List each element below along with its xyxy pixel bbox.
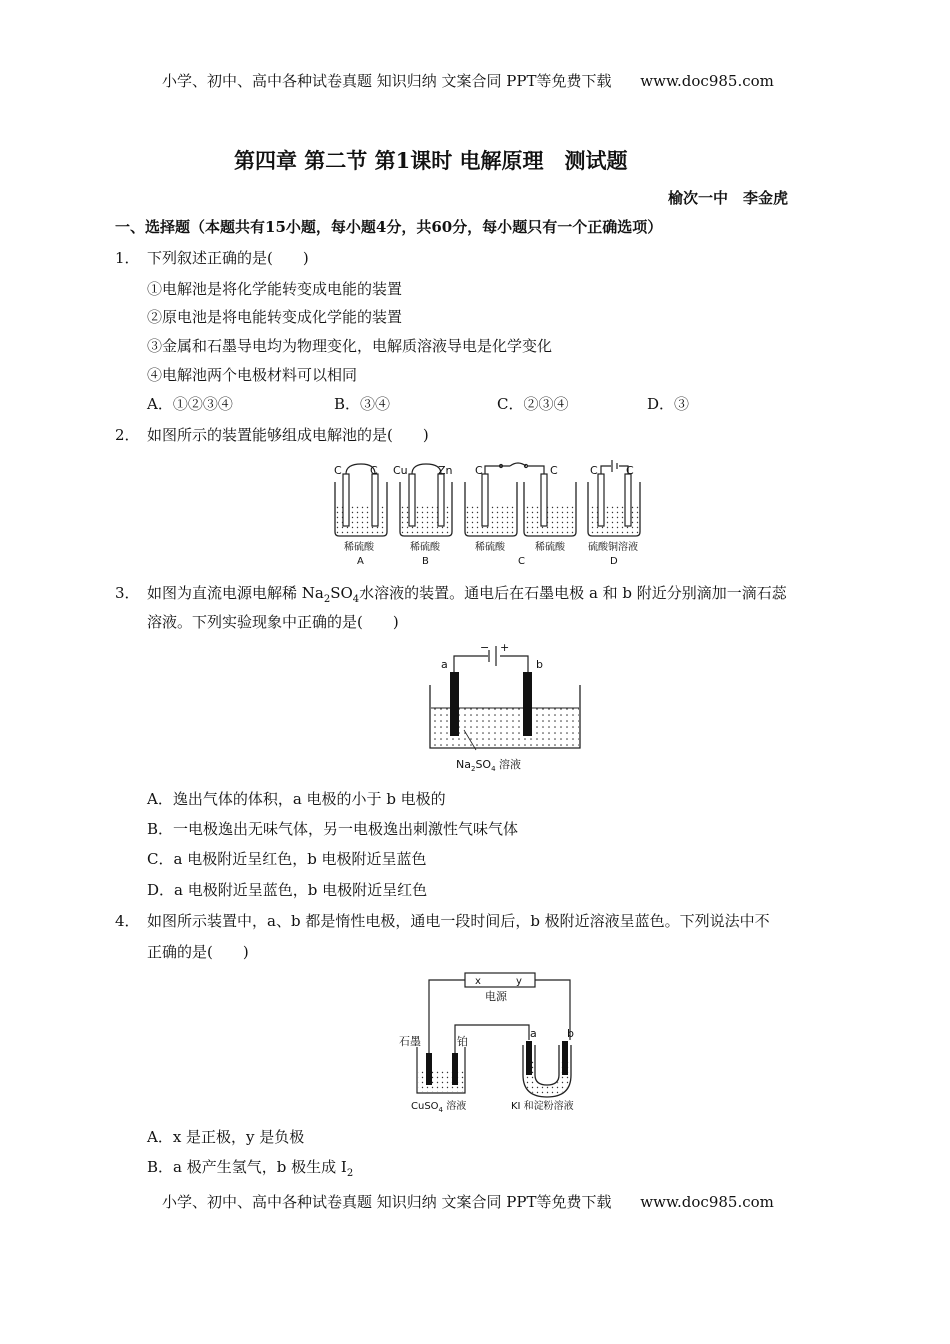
question-4-number: 4．: [115, 912, 140, 930]
question-4-option-a: A．x 是正极，y 是负极: [147, 1128, 305, 1146]
question-3-line-1: 如图为直流电源电解稀 $Na_2SO_4$水溶液的装置。通电后在石墨电极 a 和 b 附近分别滴加一滴石蕊: [147, 584, 787, 605]
power-y-label: y: [516, 976, 522, 987]
option-label-a: A: [357, 556, 364, 567]
page-title: 第四章 第二节 第1课时 电解原理 测试题: [234, 148, 628, 173]
question-1-option-a: A．①②③④: [147, 395, 233, 413]
question-2-number: 2．: [115, 426, 140, 444]
question-1-statement-1: ①电解池是将化学能转变成电能的装置: [147, 280, 403, 298]
question-3-line-2: 溶液。下列实验现象中正确的是( ): [147, 613, 399, 631]
option-label-b: B: [422, 556, 429, 567]
question-4-option-b: B．a 极产生氢气，b 极生成 $I_2$: [147, 1158, 354, 1179]
electrode-a-label: a: [441, 658, 448, 671]
electrode-b-label: b: [567, 1027, 574, 1040]
question-1-option-c: C．②③④: [497, 395, 569, 413]
label-cu: Cu: [393, 464, 408, 477]
question-2-figure: [330, 460, 650, 570]
question-4-line-2: 正确的是( ): [147, 943, 249, 961]
option-label-c: C: [518, 556, 525, 567]
question-4-line-1: 如图所示装置中，a、b 都是惰性电极，通电一段时间后，b 极附近溶液呈蓝色。下列说法中不: [147, 912, 770, 930]
section-heading: 一、选择题（本题共有15小题，每小题4分，共60分，每小题只有一个正确选项）: [115, 218, 663, 236]
question-3-option-a: A．逸出气体的体积，a 电极的小于 b 电极的: [147, 790, 446, 808]
graphite-label: 石墨: [399, 1035, 421, 1048]
label-zn: Zn: [438, 464, 453, 477]
label-c-1: C: [334, 464, 342, 477]
question-1-option-b: B．③④: [334, 395, 391, 413]
page-header: [162, 70, 774, 91]
question-3-option-d: D．a 电极附近呈蓝色，b 电极附近呈红色: [147, 881, 428, 899]
solution-label: $Na_2SO_4$ 溶液: [456, 758, 522, 773]
option-label-d: D: [610, 556, 618, 567]
header-text: 小学、初中、高中各种试卷真题 知识归纳 文案合同 PPT等免费下载: [162, 72, 612, 90]
footer-text: 小学、初中、高中各种试卷真题 知识归纳 文案合同 PPT等免费下载: [162, 1193, 612, 1211]
beaker-4-label: 稀硫酸: [535, 542, 565, 553]
beaker-2-label: 稀硫酸: [410, 542, 440, 553]
beaker-3-label: 稀硫酸: [475, 542, 505, 553]
question-3-option-b: B．一电极逸出无味气体，另一电极逸出刺激性气味气体: [147, 820, 519, 838]
minus-sign: −: [480, 641, 490, 654]
footer-url[interactable]: www.doc985.com: [640, 1193, 774, 1211]
cuso4-label: CuSO$_4$ 溶液: [411, 1101, 467, 1114]
question-2-stem: 如图所示的装置能够组成电解池的是( ): [147, 426, 429, 444]
author: 榆次一中 李金虎: [668, 189, 789, 207]
question-4-figure: [395, 965, 595, 1115]
question-1-statement-4: ④电解池两个电极材料可以相同: [147, 366, 358, 384]
header-url[interactable]: www.doc985.com: [640, 72, 774, 90]
platinum-label: 铂: [457, 1035, 468, 1048]
question-3-option-c: C．a 电极附近呈红色，b 电极附近呈蓝色: [147, 850, 427, 868]
ki-starch-label: KI 和淀粉溶液: [511, 1101, 574, 1112]
label-c-2: C: [370, 464, 378, 477]
question-1-number: 1．: [115, 249, 140, 267]
label-c-6: C: [626, 464, 634, 477]
beaker-1-label: 稀硫酸: [344, 542, 374, 553]
electrode-b-label: b: [536, 658, 543, 671]
plus-sign: +: [500, 641, 510, 654]
power-source-label: 电源: [485, 990, 507, 1003]
question-1-stem: 下列叙述正确的是( ): [147, 249, 309, 267]
question-1-statement-2: ②原电池是将电能转变成化学能的装置: [147, 308, 403, 326]
label-c-3: C: [475, 464, 483, 477]
label-c-4: C: [550, 464, 558, 477]
question-1-option-d: D．③: [647, 395, 690, 413]
question-3-number: 3．: [115, 584, 140, 602]
label-c-5: C: [590, 464, 598, 477]
power-x-label: x: [475, 976, 481, 987]
question-1-statement-3: ③金属和石墨导电均为物理变化，电解质溶液导电是化学变化: [147, 337, 553, 355]
electrode-a-label: a: [530, 1027, 537, 1040]
beaker-5-label: 硫酸铜溶液: [588, 542, 638, 553]
page-footer: [162, 1191, 774, 1212]
question-3-figure: [420, 640, 590, 780]
